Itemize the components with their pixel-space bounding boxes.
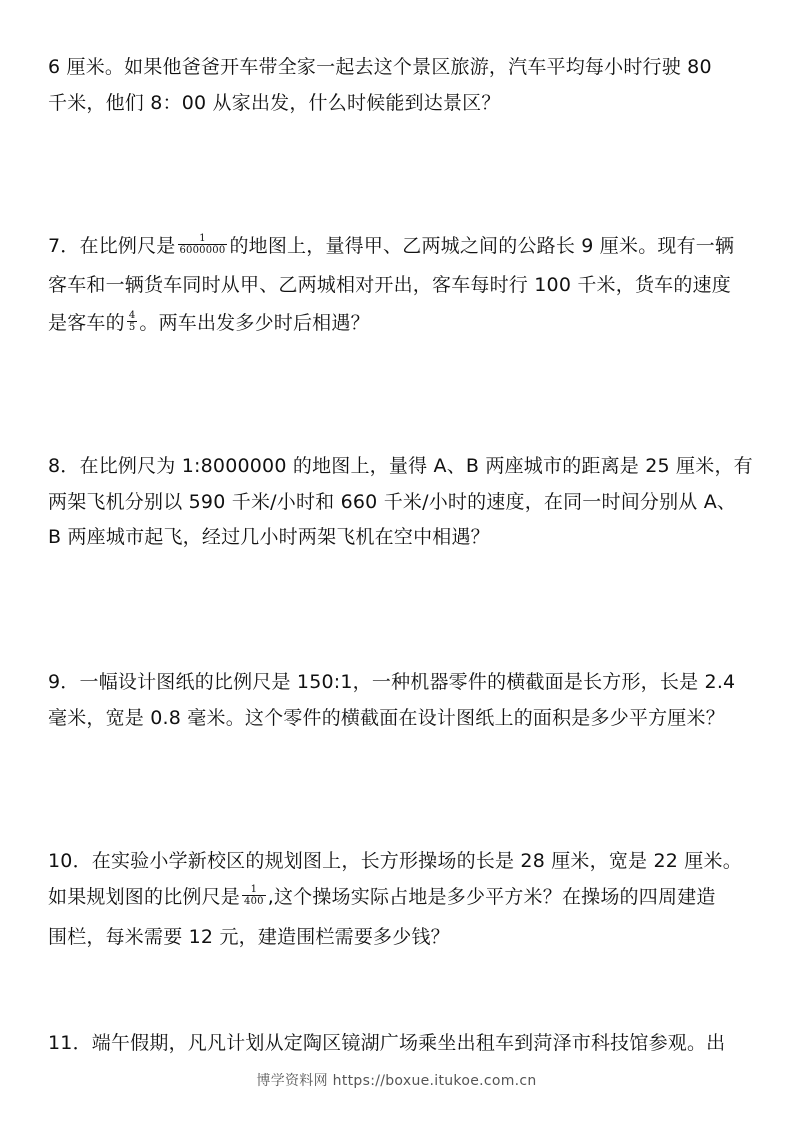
problem-7-line-3 [48, 310, 748, 336]
problem-6-line-2: 千米，他们 8：00 从家出发，什么时候能到达景区？ [48, 92, 501, 114]
fraction-numerator: 1 [242, 884, 266, 896]
fraction-numerator: 4 [128, 310, 136, 321]
problem-7-line-2: 客车和一辆货车同时从甲、乙两城相对开出，客车每时行 100 千米，货车的速度 [48, 274, 731, 296]
problem-10-line-1: 10．在实验小学新校区的规划图上，长方形操场的长是 28 厘米，宽是 22 厘米。 [48, 850, 742, 872]
problem-8-line-1: 8．在比例尺为 1:8000000 的地图上，量得 A、B 两座城市的距离是 25 厘米，有 [48, 455, 753, 477]
problem-7-line-1 [48, 233, 748, 259]
fraction-denominator: 6000000 [179, 245, 226, 256]
problem-8-line-3: B 两座城市起飞，经过几小时两架飞机在空中相遇？ [48, 526, 490, 548]
problem-10-line-2-start: 如果规划图的比例尺是 [48, 886, 241, 908]
problem-9-line-1: 9．一幅设计图纸的比例尺是 150:1，一种机器零件的横截面是长方形，长是 2.4 [48, 671, 736, 693]
problem-8-line-2: 两架飞机分别以 590 千米/小时和 660 千米/小时的速度，在同一时间分别从 A、 [48, 491, 737, 513]
problem-10-line-2-end: ,这个操场实际占地是多少平方米？在操场的四周建造 [267, 886, 716, 908]
problem-7-line-1-start: 7．在比例尺是 [48, 235, 176, 257]
fraction-denominator: 5 [128, 322, 136, 333]
ratio-fraction [127, 310, 138, 333]
problem-7-line-3-end: 。两车出发多少时后相遇？ [139, 312, 370, 334]
problem-9-line-2: 毫米，宽是 0.8 毫米。这个零件的横截面在设计图纸上的面积是多少平方厘米？ [48, 707, 725, 729]
problem-7-line-1-end: 的地图上，量得甲、乙两城之间的公路长 9 厘米。现有一辆 [229, 235, 735, 257]
fraction-denominator: 400 [244, 896, 264, 907]
scale-fraction [178, 233, 228, 256]
problem-11-line-1: 11．端午假期，凡凡计划从定陶区镜湖广场乘坐出租车到菏泽市科技馆参观。出 [48, 1032, 726, 1054]
scale-fraction [242, 884, 266, 907]
problem-10-line-2 [48, 884, 748, 910]
fraction-numerator: 1 [178, 233, 228, 245]
problem-7-line-3-start: 是客车的 [48, 312, 125, 334]
problem-10-line-3: 围栏，每米需要 12 元，建造围栏需要多少钱？ [48, 926, 450, 948]
footer-watermark: 博学资料网 https://boxue.itukoe.com.cn [256, 1073, 537, 1089]
problem-6-line-1: 6 厘米。如果他爸爸开车带全家一起去这个景区旅游，汽车平均每小时行驶 80 [48, 56, 712, 78]
